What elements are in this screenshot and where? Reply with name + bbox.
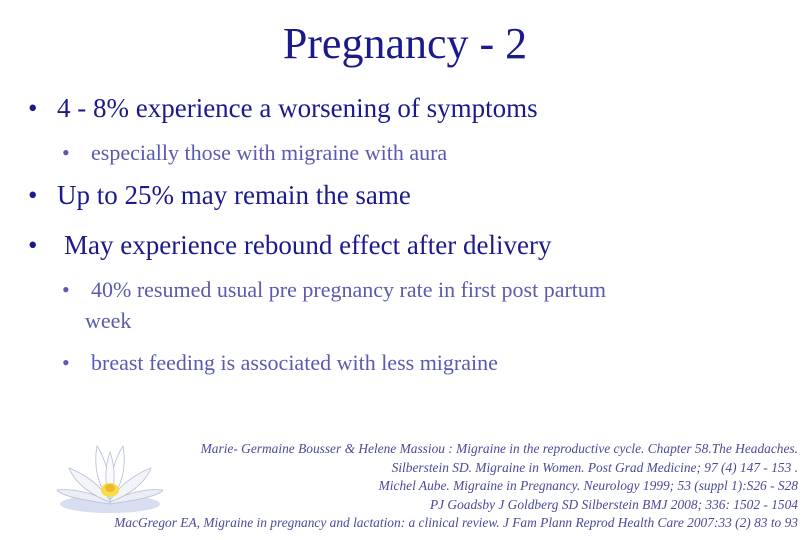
sub-bullet-text-1-1: especially those with migraine with aura [91, 140, 448, 165]
reference-item: MacGregor EA, Migraine in pregnancy and lactation: a clinical review. J Fam Plann Reprod Health Care 2007:33 (2) 83 to 93 [114, 515, 798, 530]
sub-bullet-marker: • [62, 350, 70, 375]
reference-item: Michel Aube. Migraine in Pregnancy. Neurology 1999; 53 (suppl 1):S26 - S28 [378, 478, 798, 493]
sub-bullet-text-3-1-continued: week [85, 308, 132, 333]
bullet-text-3: May experience rebound effect after delivery [64, 230, 552, 260]
bullet-marker: • [28, 230, 38, 260]
bullet-text-2: Up to 25% may remain the same [57, 180, 411, 210]
bullet-marker: • [28, 180, 38, 210]
sub-bullet-text-3-1: 40% resumed usual pre pregnancy rate in first post partum [91, 277, 607, 302]
sub-bullet-marker: • [62, 140, 70, 165]
slide-title: Pregnancy - 2 [282, 19, 528, 68]
reference-item: Marie- Germaine Bousser & Helene Massiou : Migraine in the reproductive cycle. Chapter 58.The Headaches. [200, 441, 798, 456]
sub-bullet-marker: • [62, 277, 70, 302]
bullet-text-1: 4 - 8% experience a worsening of symptoms [57, 93, 538, 123]
sub-bullet-text-3-2: breast feeding is associated with less migraine [91, 350, 498, 375]
references [38, 440, 798, 533]
reference-item: Silberstein SD. Migraine in Women. Post Grad Medicine; 97 (4) 147 - 153 . [391, 459, 798, 475]
bullet-marker: • [28, 93, 38, 123]
reference-item: PJ Goadsby J Goldberg SD Silberstein BMJ 2008; 336: 1502 - 1504 [429, 496, 798, 512]
